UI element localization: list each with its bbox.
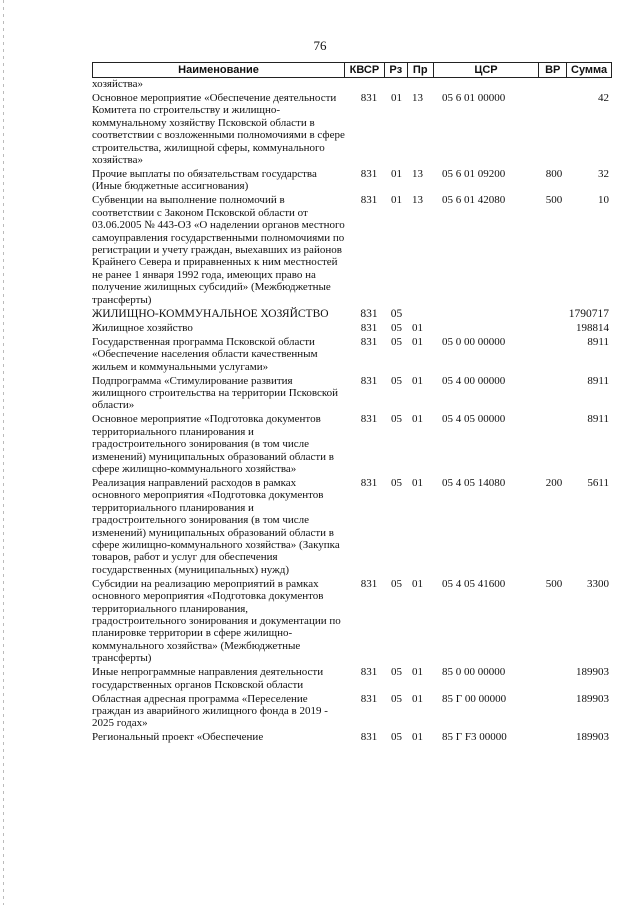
- cell-csr: 05 4 05 14080: [442, 476, 506, 489]
- header-kvsr: КВСР: [345, 63, 385, 77]
- cell-sum: 10: [598, 194, 609, 207]
- cell-rz: [385, 78, 408, 90]
- cell-sum: 32: [598, 168, 609, 181]
- cell-rz: 05: [391, 731, 402, 744]
- cell-kvsr: 831: [360, 577, 378, 590]
- cell-pr: 13: [412, 92, 423, 104]
- cell-vr: [540, 666, 568, 691]
- cell-kvsr: 831: [360, 307, 378, 320]
- cell-rz: 01: [391, 194, 402, 207]
- cell-sum: 5611: [587, 476, 609, 489]
- cell-csr: 05 4 05 00000: [442, 413, 506, 426]
- cell-name: Жилищное хозяйство: [92, 321, 193, 334]
- table-row: [92, 477, 612, 576]
- cell-pr: 01: [412, 731, 423, 744]
- cell-vr: [540, 308, 568, 320]
- cell-csr: 05 6 01 00000: [442, 92, 506, 104]
- cell-rz: 01: [391, 168, 402, 181]
- cell-name: Региональный проект «Обеспечение: [92, 731, 264, 744]
- cell-sum: 8911: [587, 413, 609, 426]
- cell-sum: 189903: [576, 666, 609, 679]
- cell-sum: 198814: [576, 321, 609, 334]
- cell-sum: 189903: [576, 731, 609, 744]
- cell-csr: [434, 308, 540, 320]
- table-row: [92, 336, 612, 373]
- cell-csr: 05 6 01 09200: [442, 168, 506, 181]
- cell-csr: 05 6 01 42080: [442, 194, 506, 207]
- cell-sum: 1790717: [568, 307, 609, 320]
- cell-pr: 01: [412, 666, 423, 679]
- table-row: [92, 375, 612, 412]
- cell-name: Основное мероприятие «Подготовка документов территориального планирования и градостроительного зонирования (в том числе изменений) муниципальных образований области в сфере жилищно-коммунального хозяйства»: [92, 413, 334, 475]
- table-row: [92, 413, 612, 475]
- table-row: [92, 308, 612, 320]
- table-row: [92, 322, 612, 334]
- cell-rz: 05: [391, 692, 402, 705]
- cell-csr: 85 0 00 00000: [442, 666, 506, 679]
- cell-pr: 01: [412, 413, 423, 426]
- cell-vr: [540, 78, 568, 90]
- cell-csr: 85 Г 00 00000: [442, 692, 507, 705]
- cell-vr: [540, 375, 568, 412]
- header-name: Наименование: [93, 63, 345, 77]
- header-csr: ЦСР: [434, 63, 540, 77]
- header-rz: Рз: [385, 63, 408, 77]
- cell-name: Прочие выплаты по обязательствам государства (Иные бюджетные ассигнования): [92, 168, 317, 193]
- cell-pr: 01: [412, 374, 423, 387]
- header-vr: ВР: [539, 63, 567, 77]
- cell-rz: 05: [390, 307, 403, 320]
- table-row: [92, 731, 612, 743]
- cell-vr: [540, 92, 568, 166]
- cell-kvsr: 831: [360, 374, 378, 387]
- cell-name: хозяйства»: [92, 78, 143, 90]
- cell-name: Государственная программа Псковской области «Обеспечение населения области качественным жильем и коммунальными услугами»: [92, 335, 318, 373]
- table-row: [92, 578, 612, 665]
- cell-name: Реализация направлений расходов в рамках основного мероприятия «Подготовка документов территориального планирования и градостроительного зонирования (в том числе изменений) муниципальных образований области в сфере жилищно-коммунального хозяйства» (Закупка товаров, работ и услуг для обеспечения государственных (муниципальных) нужд): [92, 476, 340, 576]
- cell-pr: [408, 78, 434, 90]
- cell-vr: [540, 731, 568, 743]
- cell-name: Областная адресная программа «Переселение граждан из аварийного жилищного фонда в 2019 - 2025 годах»: [92, 692, 328, 730]
- cell-kvsr: 831: [360, 194, 378, 207]
- cell-sum: 42: [598, 92, 609, 104]
- cell-vr: 500: [545, 194, 563, 207]
- cell-sum: 8911: [587, 374, 609, 387]
- table-header: [92, 62, 612, 78]
- cell-pr: [408, 308, 434, 320]
- cell-kvsr: 831: [360, 731, 378, 744]
- cell-pr: 01: [412, 335, 423, 348]
- cell-csr: 05 4 00 00000: [442, 374, 506, 387]
- cell-sum: 189903: [576, 692, 609, 705]
- cell-name: Основное мероприятие «Обеспечение деятельности Комитета по строительству и жилищно-коммунальному хозяйству Псковской области в соответствии с возложенными полномочиями в сфере строительства, жилищной сферы, коммунального хозяйства»: [92, 92, 345, 167]
- table-row: [92, 78, 612, 90]
- cell-name: Иные непрограммные направления деятельности государственных органов Псковской области: [92, 666, 324, 691]
- cell-kvsr: 831: [360, 168, 378, 181]
- cell-rz: 05: [391, 413, 402, 426]
- cell-pr: 01: [412, 577, 423, 590]
- cell-kvsr: 831: [360, 335, 378, 348]
- cell-sum: [568, 78, 612, 90]
- cell-name: Подпрограмма «Стимулирование развития жилищного строительства на территории Псковской области»: [92, 374, 339, 412]
- cell-rz: 05: [391, 321, 402, 334]
- cell-csr: [434, 78, 540, 90]
- cell-pr: 13: [412, 168, 423, 181]
- cell-kvsr: 831: [360, 92, 378, 104]
- cell-name: Субсидии на реализацию мероприятий в рамках основного мероприятия «Подготовка документов территориального планирования, градостроительного зонирования и документации по планировке территории в сфере жилищно-коммунального хозяйства» (Межбюджетные трансферты): [92, 577, 341, 665]
- table-row: [92, 168, 612, 193]
- table-row: [92, 194, 612, 306]
- cell-rz: 05: [391, 476, 402, 489]
- cell-pr: 13: [412, 194, 423, 207]
- scan-edge: [3, 0, 4, 905]
- cell-rz: 05: [391, 666, 402, 679]
- table-row: [92, 666, 612, 691]
- cell-vr: 500: [545, 577, 563, 590]
- cell-csr: [434, 322, 540, 334]
- cell-vr: [540, 336, 568, 373]
- cell-vr: [540, 413, 568, 475]
- cell-kvsr: [345, 78, 385, 90]
- cell-kvsr: 831: [360, 476, 378, 489]
- cell-kvsr: 831: [360, 666, 378, 679]
- cell-csr: 05 0 00 00000: [442, 335, 506, 348]
- page-number: 76: [313, 38, 327, 53]
- header-sum: Сумма: [571, 64, 608, 76]
- cell-rz: 05: [391, 374, 402, 387]
- cell-rz: 05: [391, 577, 402, 590]
- cell-name: ЖИЛИЩНО-КОММУНАЛЬНОЕ ХОЗЯЙСТВО: [92, 307, 329, 320]
- table-body: [92, 78, 612, 745]
- cell-vr: [540, 322, 568, 334]
- cell-sum: 8911: [587, 335, 609, 348]
- cell-rz: 01: [391, 92, 402, 104]
- cell-name: Субвенции на выполнение полномочий в соответствии с Законом Псковской области от 03.06.2005 № 443-ОЗ «О наделении органов местного самоуправления государственными полномочиями по регистрации и учету граждан, выехавших из районов Крайнего Севера и приравненных к ним местностей не ранее 1 января 1992 года, имеющих право на получение жилищных субсидий» (Межбюджетные трансферты): [92, 194, 345, 306]
- cell-kvsr: 831: [360, 321, 378, 334]
- cell-csr: 05 4 05 41600: [442, 577, 506, 590]
- table-row: [92, 693, 612, 730]
- cell-pr: 01: [412, 476, 423, 489]
- header-pr: Пр: [408, 63, 434, 77]
- cell-pr: 01: [412, 321, 423, 334]
- cell-kvsr: 831: [360, 692, 378, 705]
- cell-vr: 200: [545, 476, 563, 489]
- table-row: [92, 92, 612, 166]
- cell-pr: 01: [412, 692, 423, 705]
- cell-sum: 3300: [587, 577, 609, 590]
- cell-rz: 05: [391, 335, 402, 348]
- cell-vr: [540, 693, 568, 730]
- cell-csr: 85 Г F3 00000: [442, 731, 507, 744]
- cell-kvsr: 831: [360, 413, 378, 426]
- cell-vr: 800: [545, 168, 563, 181]
